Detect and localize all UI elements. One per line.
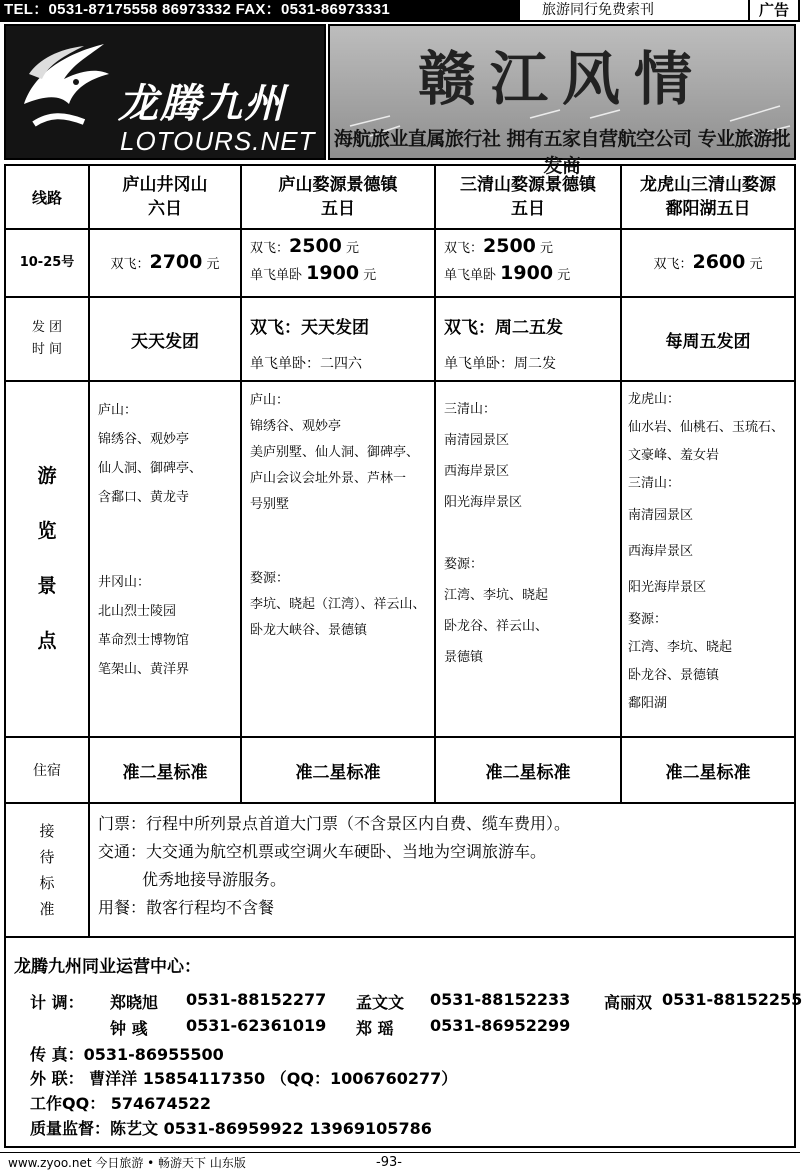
sight-line: 号别墅 [250,497,290,512]
banner [4,24,796,177]
price-value: 2500 [289,235,342,257]
route-cell [622,166,794,228]
sight-line: 庐山： [98,403,138,418]
sights-label-char: 览 [37,520,57,542]
sight-line: 仙水岩、仙桃石、玉琉石、 [628,420,785,435]
service-label-char: 准 [39,900,55,918]
price-line: 单飞单卧 1900 元 [250,262,377,284]
price-line: 单飞单卧 1900 元 [444,262,571,284]
sight-line: 阳光海岸景区 [628,580,707,595]
sight-line: 文豪峰、羞女岩 [628,448,720,463]
service-label-cell [6,804,90,936]
logo-english: LOTOURS.NET [120,126,316,156]
sights-label-char: 景 [37,575,57,597]
external-contact-line: 外 联： 曹洋洋 15854117350 （QQ：1006760277） [30,1069,458,1088]
route-name: 庐山婺源景德镇 [278,175,398,195]
sight-line: 西海岸景区 [628,544,694,559]
price-line: 双飞：2600 元 [653,250,763,273]
planner-name: 郑 瑶 [356,1019,394,1038]
service-line: 优秀地接导游服务。 [142,870,287,889]
sight-line: 卧龙谷、景德镇 [628,668,720,683]
sight-line: 美庐别墅、仙人洞、御碑亭、 [250,445,420,460]
price-cell [242,230,436,296]
planner-phone: 0531-88152255 [662,990,802,1009]
sight-line: 北山烈士陵园 [98,604,177,619]
contacts-section [4,938,802,1148]
table-row-lodging [6,738,794,804]
promo-banner [328,24,796,177]
sight-line: 含鄱口、黄龙寺 [98,490,190,505]
service-line: 交通：大交通为航空机票或空调火车硬卧、当地为空调旅游车。 [98,842,547,861]
departure-schedule-sub: 单飞单卧：周二发 [444,356,556,372]
sight-line: 婺源： [444,557,484,572]
lodging-standard: 准二星标准 [665,762,751,783]
route-name: 龙虎山三清山婺源 [640,175,776,195]
departure-schedule-sub: 单飞单卧：二四六 [250,356,362,372]
sight-line: 西海岸景区 [444,464,510,479]
sight-line: 南清园景区 [628,508,694,523]
promo-title: 赣江风情 [417,45,706,113]
price-line: 双飞：2500 元 [250,235,360,257]
sights-cell [622,382,794,736]
sight-line: 卧龙谷、祥云山、 [444,619,549,634]
sight-line: 锦绣谷、观妙亭 [250,419,342,434]
sight-line: 李坑、晓起（江湾）、祥云山、 [250,597,426,612]
sight-line: 庐山会议会址外景、芦林一 [250,471,407,486]
departure-cell [622,298,794,380]
sight-line: 龙虎山： [628,392,681,407]
tagline: 旅游同行免费索刊 [542,2,654,18]
price-value: 1900 [500,262,554,284]
departure-cell [242,298,436,380]
service-details [98,810,570,922]
sight-line: 三清山： [628,476,681,491]
sight-line: 江湾、李坑、晓起 [444,588,549,603]
sight-line: 江湾、李坑、晓起 [628,640,733,655]
price-cell [90,230,242,296]
sight-line: 井冈山： [98,575,151,590]
footer-site: www.zyoo.net 今日旅游 • 畅游天下 山东版 [8,1156,246,1170]
sight-line: 阳光海岸景区 [444,495,523,510]
route-duration: 五日 [511,199,545,219]
price-cell [436,230,622,296]
table-row-prices [6,230,794,298]
price-date-label: 10-25号 [19,255,75,270]
departure-cell [90,298,242,380]
sight-line: 三清山： [444,402,497,417]
ad-label: 广告 [748,0,800,22]
route-duration: 六日 [148,199,182,219]
sight-line: 卧龙大峡谷、景德镇 [250,623,368,638]
sight-line: 锦绣谷、观妙亭 [98,432,190,447]
price-line: 双飞：2500 元 [444,235,554,257]
top-bar [0,0,800,22]
departure-label: 时 间 [31,342,63,357]
itinerary-table [4,164,796,938]
table-row-sights [6,382,794,738]
page-number: -93- [376,1155,402,1170]
planner-name: 郑晓旭 [110,993,159,1012]
sight-line: 景德镇 [444,650,484,665]
sights-cell [436,382,622,736]
route-cell [242,166,436,228]
departure-schedule: 双飞：天天发团 [250,318,369,338]
operations-center-title: 龙腾九州同业运营中心： [14,957,201,977]
sight-line: 南清园景区 [444,433,510,448]
table-row-routes [6,166,794,230]
sights-label-cell [6,382,90,736]
sight-line: 婺源： [628,612,668,627]
service-label-char: 接 [39,822,55,840]
logo-chinese: 龙腾九州 [118,81,286,127]
planning-label: 计 调： [30,993,84,1012]
sight-line: 革命烈士博物馆 [98,633,190,648]
planner-phone: 0531-62361019 [186,1016,327,1035]
service-line: 用餐：散客行程均不含餐 [98,898,275,917]
lodging-label-cell [6,738,90,802]
lodging-cell [242,738,436,802]
lodging-cell [436,738,622,802]
service-line: 门票：行程中所列景点首道大门票（不含景区内自费、缆车费用）。 [98,814,571,833]
planner-name: 高丽双 [604,993,653,1012]
dragon-icon [14,34,114,134]
planner-phone: 0531-88152233 [430,990,571,1009]
contact-numbers: TEL：0531-87175558 86973332 FAX：0531-86973331 [0,0,520,20]
page-footer [0,1152,800,1172]
table-row-departure [6,298,794,382]
departure-schedule: 双飞：周二五发 [444,318,563,338]
lodging-cell [90,738,242,802]
route-cell [90,166,242,228]
route-cell [436,166,622,228]
sights-cell [90,382,242,736]
company-logo [4,24,326,160]
sight-line: 笔架山、黄洋界 [98,662,190,677]
lodging-cell [622,738,794,802]
lodging-standard: 准二星标准 [485,762,571,783]
service-label-char: 待 [39,848,55,866]
departure-schedule: 每周五发团 [665,331,751,352]
sight-line: 庐山： [250,393,290,408]
lodging-label: 住宿 [33,763,61,779]
work-qq-line: 工作QQ： 574674522 [30,1094,211,1113]
price-date-cell [6,230,90,296]
sights-label-char: 点 [37,630,57,652]
lodging-standard: 准二星标准 [295,762,381,783]
departure-cell [436,298,622,380]
planner-phone: 0531-86952299 [430,1016,571,1035]
route-name: 三清山婺源景德镇 [460,175,596,195]
price-value: 2700 [149,250,203,273]
table-row-service [6,804,794,936]
planner-phone: 0531-88152277 [186,990,327,1009]
price-value: 2600 [692,250,746,273]
departure-label-cell [6,298,90,380]
service-label-char: 标 [39,874,55,892]
fax-line: 传 真：0531-86955500 [30,1045,224,1064]
sight-line: 鄱阳湖 [628,696,668,711]
route-label: 线路 [31,188,62,207]
quality-supervision-line: 质量监督：陈艺文 0531-86959922 13969105786 [30,1119,432,1138]
sights-cell [242,382,436,736]
sight-line: 仙人洞、御碑亭、 [98,461,203,476]
route-duration: 鄱阳湖五日 [665,199,751,219]
price-line: 双飞：2700 元 [110,250,220,273]
route-name: 庐山井冈山 [122,175,208,195]
price-value: 1900 [306,262,360,284]
departure-label: 发 团 [31,320,63,335]
sights-label-char: 游 [37,465,57,487]
planner-name: 钟 彧 [110,1019,148,1038]
route-duration: 五日 [321,199,355,219]
sight-line: 婺源： [250,571,290,586]
departure-schedule: 天天发团 [131,331,199,352]
price-cell [622,230,794,296]
planner-name: 孟文文 [356,993,405,1012]
lodging-standard: 准二星标准 [122,762,208,783]
promo-slogan: 海航旅业直属旅行社 拥有五家自营航空公司 专业旅游批发商 [333,128,791,177]
route-header-cell [6,166,90,228]
price-value: 2500 [483,235,536,257]
